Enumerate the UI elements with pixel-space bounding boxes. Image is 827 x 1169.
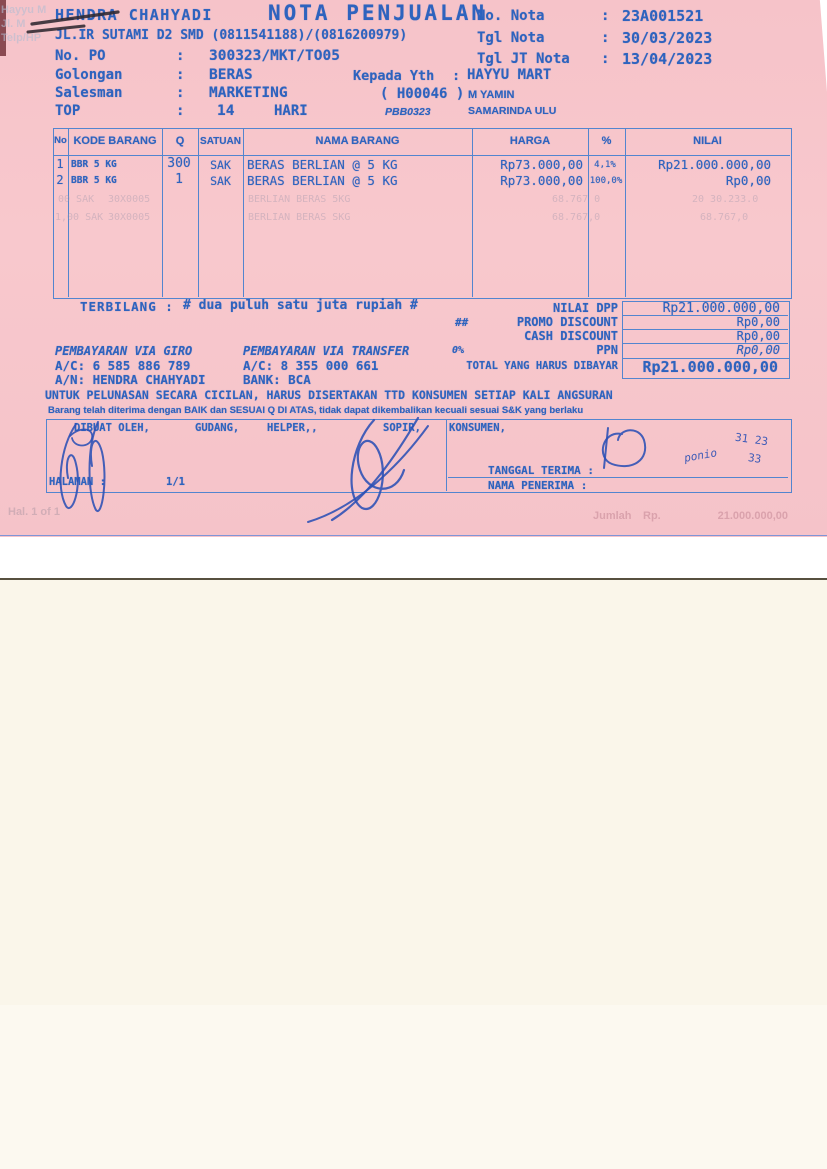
document-title: NOTA PENJUALAN (268, 1, 488, 25)
company-name: HENDRA CHAHYADI (55, 6, 213, 24)
summary-value-total: Rp21.000.000,00 (642, 358, 778, 376)
pen-circle-mark (588, 424, 660, 472)
signature-scribble-2 (278, 412, 453, 524)
summary-prefix-promo: ## (455, 316, 469, 329)
colon: : (176, 85, 185, 101)
table-column-rule (625, 128, 626, 297)
kepada-label: Kepada Yth (353, 68, 435, 84)
terms-note: Barang telah diterima dengan BAIK dan SESUAI Q DI ATAS, tidak dapat dikembalikan kecuali sesuai S&K yang berlaku (48, 405, 584, 416)
background-sheet-lower (0, 1005, 827, 1169)
pen-numbers: 31 23 (734, 430, 769, 449)
nama-penerima-label: NAMA PENERIMA : (488, 479, 588, 492)
item-row-nama: BERAS BERLIAN @ 5 KG (247, 173, 398, 188)
halaman-value: 1/1 (166, 476, 185, 488)
item-row-pct: 4,1% (594, 160, 616, 170)
signature-label-dibuat-oleh: DIBUAT OLEH, (74, 422, 150, 434)
ghost-text: Rp. (643, 510, 661, 522)
item-row-harga: Rp73.000,00 (500, 157, 583, 172)
top-label: TOP (55, 103, 81, 119)
payment-giro-title: PEMBAYARAN VIA GIRO (55, 344, 193, 358)
background-sheet (0, 578, 827, 1005)
pen-word: ponio (683, 446, 719, 465)
col-header-harga: HARGA (509, 135, 551, 147)
table-column-rule (162, 128, 163, 297)
ghost-text: Jl. M (1, 18, 26, 30)
item-row-satuan: SAK (210, 158, 231, 172)
payment-transfer-account: A/C: 8 355 000 661 (243, 358, 379, 373)
golongan-label: Golongan (55, 67, 123, 83)
signature-label-helper: HELPER,, (267, 422, 318, 434)
customer-pic: M YAMIN (468, 89, 515, 101)
table-header-rule (53, 155, 790, 156)
terbilang-value: # dua puluh satu juta rupiah # (183, 298, 418, 313)
item-row-no: 2 (56, 173, 64, 187)
company-address: JL.IR SUTAMI D2 SMD (0811541188)/(0816200979) (55, 28, 408, 43)
payment-giro-holder: A/N: HENDRA CHAHYADI (55, 372, 206, 387)
terbilang-label: TERBILANG : (80, 299, 174, 314)
table-column-rule (472, 128, 473, 297)
ghost-text: Hal. 1 of 1 (8, 506, 60, 518)
tanggal-terima-line (448, 477, 788, 478)
scan-edge-right (814, 0, 827, 92)
payment-transfer-title: PEMBAYARAN VIA TRANSFER (243, 344, 410, 358)
pen-numbers: 33 (747, 451, 763, 466)
tgl-nota-value: 30/03/2023 (622, 29, 713, 47)
item-row-harga: Rp73.000,00 (500, 173, 583, 188)
colon: : (601, 51, 610, 67)
colon: : (176, 67, 185, 83)
ghost-text: BERLIAN BERAS 5KG (248, 194, 351, 205)
col-header-kode: KODE BARANG (73, 135, 157, 147)
ghost-text: 68.767,0 (552, 212, 601, 223)
table-column-rule (243, 128, 244, 297)
pen-mark-topleft (26, 8, 126, 34)
ghost-text: 00 SAK (58, 194, 95, 205)
item-row-nilai: Rp21.000.000,00 (658, 157, 771, 172)
no-po-label: No. PO (55, 48, 106, 64)
payment-giro-account: A/C: 6 585 886 789 (55, 358, 191, 373)
item-row-q: 1 (175, 172, 183, 187)
customer-code: ( H00046 ) (380, 86, 465, 102)
white-strip (0, 537, 827, 580)
tgl-jt-label: Tgl JT Nota (477, 51, 570, 67)
salesman-value: MARKETING (209, 85, 288, 101)
item-row-pct: 100,0% (589, 176, 623, 186)
ghost-text: 68.767 0 (552, 194, 601, 205)
ghost-text: 68.767,0 (700, 212, 749, 223)
summary-value-promo-discount: Rp0,00 (736, 315, 780, 329)
item-row-nilai: Rp0,00 (725, 173, 771, 188)
summary-label-nilai-dpp: NILAI DPP (552, 301, 618, 315)
ghost-text: 20 30.233.0 (692, 194, 759, 205)
ghost-text: Jumlah (593, 510, 632, 522)
col-header-nilai: NILAI (693, 135, 722, 147)
colon: : (176, 48, 185, 64)
golongan-value: BERAS (209, 67, 253, 83)
summary-value-ppn: Rp0,00 (736, 343, 780, 357)
summary-label-ppn: PPN (596, 343, 618, 357)
summary-label-promo-discount: PROMO DISCOUNT (516, 315, 618, 329)
ghost-text: 30X0005 (108, 212, 151, 223)
ghost-text: Hayyu M (1, 4, 47, 16)
customer-area: SAMARINDA ULU (468, 105, 557, 117)
signature-label-konsumen: KONSUMEN, (449, 422, 506, 434)
col-header-pct: % (601, 135, 612, 147)
tgl-jt-value: 13/04/2023 (622, 50, 713, 68)
col-header-nama: NAMA BARANG (315, 135, 400, 147)
item-row-q: 300 (167, 156, 191, 171)
no-po-value: 300323/MKT/TO05 (209, 48, 340, 64)
no-nota-value: 23A001521 (622, 7, 704, 25)
col-header-satuan: SATUAN (200, 136, 241, 147)
top-unit: HARI (274, 103, 308, 119)
summary-prefix-ppn: 0% (452, 345, 465, 356)
halaman-label: HALAMAN : (49, 476, 106, 488)
ghost-text: 1,00 SAK (55, 212, 104, 223)
batch-code: PBB0323 (385, 106, 431, 118)
customer-name: HAYYU MART (467, 67, 552, 83)
signature-label-sopir: SOPIR, (383, 422, 421, 434)
salesman-label: Salesman (55, 85, 123, 101)
tanggal-terima-label: TANGGAL TERIMA : (488, 464, 594, 477)
colon: : (601, 30, 610, 46)
top-value: 14 (217, 103, 235, 119)
item-row-satuan: SAK (210, 174, 231, 188)
items-table (53, 128, 792, 299)
tgl-nota-label: Tgl Nota (477, 30, 545, 46)
table-column-rule (198, 128, 199, 297)
item-row-kode: BBR 5 KG (71, 159, 117, 170)
col-header-no: No (54, 135, 67, 146)
no-nota-label: No. Nota (477, 8, 545, 24)
ghost-text: Telp/HP (1, 32, 42, 44)
invoice-paper (0, 0, 827, 537)
summary-label-total: TOTAL YANG HARUS DIBAYAR (466, 360, 618, 372)
summary-label-cash-discount: CASH DISCOUNT (524, 329, 618, 343)
item-row-no: 1 (56, 157, 64, 171)
summary-value-cash-discount: Rp0,00 (736, 329, 780, 343)
item-row-kode: BBR 5 KG (71, 175, 117, 186)
signature-label-gudang: GUDANG, (195, 422, 240, 434)
col-header-q: Q (175, 135, 185, 147)
paper-bottom-rule (0, 535, 827, 536)
colon: : (176, 103, 185, 119)
signature-scribble-1 (42, 418, 147, 518)
item-row-nama: BERAS BERLIAN @ 5 KG (247, 157, 398, 172)
installment-note: UNTUK PELUNASAN SECARA CICILAN, HARUS DISERTAKAN TTD KONSUMEN SETIAP KALI ANGSURAN (45, 388, 613, 402)
ghost-text: BERLIAN BERAS SKG (248, 212, 351, 223)
summary-value-nilai-dpp: Rp21.000.000,00 (662, 301, 780, 316)
colon: : (601, 8, 610, 24)
colon: : (452, 68, 461, 84)
ghost-text: 21.000.000,00 (717, 510, 788, 522)
payment-transfer-bank: BANK: BCA (243, 372, 311, 387)
ghost-text: 30X0005 (108, 194, 151, 205)
